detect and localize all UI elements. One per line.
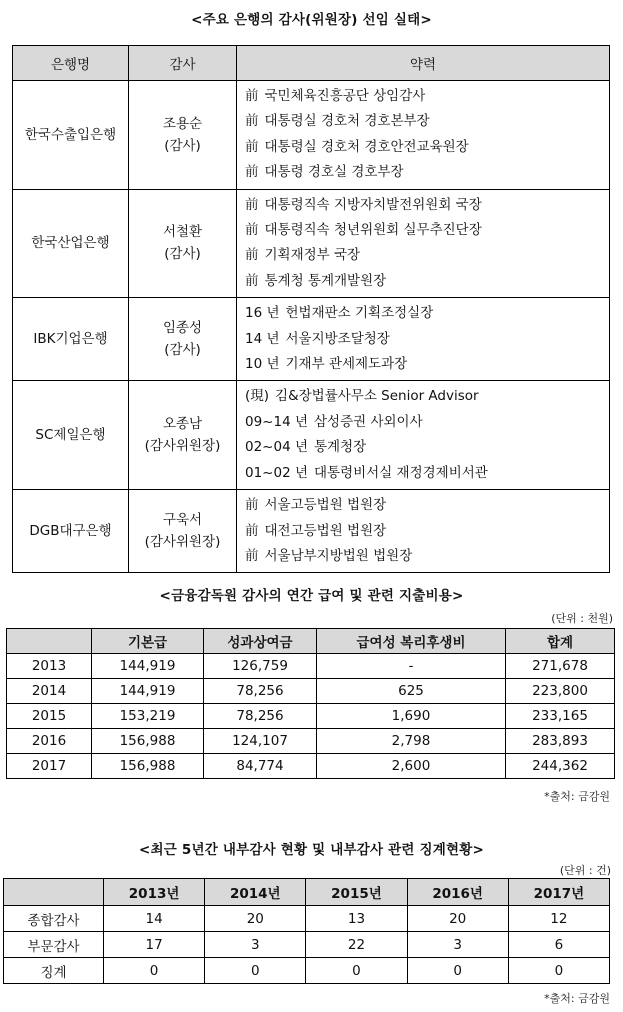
- career-line: [245, 352, 609, 377]
- career-text: 기재부 관세제도과장: [285, 356, 408, 373]
- auditor-cell: [129, 298, 237, 381]
- career-prefix: 前: [245, 222, 259, 239]
- header-auditor: 감사: [129, 46, 237, 81]
- career-prefix: 前: [245, 247, 259, 264]
- career-prefix: 前: [245, 547, 259, 564]
- auditor-cell: [129, 189, 237, 298]
- value-cell: 244,362: [506, 754, 615, 779]
- career-prefix: 前: [245, 164, 259, 181]
- bank-name-cell: DGB대구은행: [13, 490, 129, 573]
- auditor-role: (감사위원장): [144, 438, 221, 455]
- value-cell: 1,690: [317, 704, 506, 729]
- auditor-cell: [129, 81, 237, 190]
- column-header: 2017년: [508, 879, 609, 906]
- career-prefix: 16 년: [245, 305, 280, 322]
- career-line: [245, 109, 609, 134]
- table-header-row: [4, 879, 610, 906]
- career-line: [245, 269, 609, 294]
- career-line: [245, 519, 609, 544]
- career-text: 서울남부지방법원 법원장: [264, 547, 413, 564]
- auditor-role: (감사): [164, 137, 201, 154]
- row-label-cell: 2013: [7, 654, 92, 679]
- header-career: 약력: [237, 46, 610, 81]
- bank-name-cell: IBK기업은행: [13, 298, 129, 381]
- table-row: [7, 654, 615, 679]
- row-label-cell: 2015: [7, 704, 92, 729]
- table-row: [13, 490, 610, 573]
- career-prefix: 前: [245, 522, 259, 539]
- career-cell: [237, 189, 610, 298]
- value-cell: 144,919: [92, 654, 204, 679]
- career-text: 대통령실 경호처 경호본부장: [264, 113, 430, 130]
- auditor-name: 서철환: [162, 224, 203, 241]
- value-cell: 78,256: [204, 679, 317, 704]
- table2-unit: (단위 : 천원): [551, 612, 613, 625]
- value-cell: 0: [407, 958, 508, 984]
- auditor-appointment-table: [12, 45, 610, 573]
- career-prefix: 14 년: [245, 330, 280, 347]
- value-cell: 6: [508, 932, 609, 958]
- table2-title: <금융감독원 감사의 연간 급여 및 관련 지출비용>: [159, 588, 464, 604]
- career-text: 대전고등법원 법원장: [264, 522, 387, 539]
- career-line: [245, 84, 609, 109]
- career-prefix: 前: [245, 138, 259, 155]
- internal-audit-table: [3, 878, 610, 984]
- career-line: [245, 243, 609, 268]
- career-text: 통계청장: [314, 439, 367, 456]
- column-header: 성과상여금: [204, 629, 317, 654]
- career-line: [245, 493, 609, 518]
- value-cell: 0: [104, 958, 205, 984]
- career-line: [245, 160, 609, 185]
- career-line: [245, 435, 609, 460]
- value-cell: 12: [508, 906, 609, 932]
- value-cell: 2,798: [317, 729, 506, 754]
- table-row: [7, 679, 615, 704]
- career-text: 기획재정부 국장: [264, 247, 361, 264]
- career-line: [245, 193, 609, 218]
- career-prefix: 09~14 년: [245, 413, 309, 430]
- career-line: [245, 410, 609, 435]
- table-row: [4, 958, 610, 984]
- career-line: [245, 327, 609, 352]
- auditor-name: 조용순: [162, 115, 203, 132]
- value-cell: 156,988: [92, 754, 204, 779]
- value-cell: 233,165: [506, 704, 615, 729]
- value-cell: 0: [508, 958, 609, 984]
- value-cell: 78,256: [204, 704, 317, 729]
- row-label-cell: 징계: [4, 958, 104, 984]
- value-cell: 625: [317, 679, 506, 704]
- column-header: 2014년: [205, 879, 306, 906]
- row-label-cell: 2017: [7, 754, 92, 779]
- career-prefix: 前: [245, 272, 259, 289]
- salary-table: [6, 628, 615, 779]
- header-bank: 은행명: [13, 46, 129, 81]
- value-cell: -: [317, 654, 506, 679]
- career-cell: [237, 298, 610, 381]
- auditor-role: (감사): [164, 342, 201, 359]
- career-text: 대통령실 경호처 경호안전교육원장: [264, 138, 469, 155]
- value-cell: 17: [104, 932, 205, 958]
- table-row: [4, 906, 610, 932]
- career-text: 대통령직속 청년위원회 실무추진단장: [264, 222, 482, 239]
- value-cell: 283,893: [506, 729, 615, 754]
- column-header: 합계: [506, 629, 615, 654]
- auditor-cell: [129, 490, 237, 573]
- career-line: [245, 218, 609, 243]
- career-text: 대통령비서실 재정경제비서관: [314, 464, 488, 481]
- table-row: [7, 754, 615, 779]
- value-cell: 20: [205, 906, 306, 932]
- table-row: [7, 704, 615, 729]
- value-cell: 223,800: [506, 679, 615, 704]
- row-label-cell: 2014: [7, 679, 92, 704]
- career-text: 서울지방조달청장: [285, 330, 390, 347]
- header-corner: [7, 629, 92, 654]
- table3-source: *출처: 금감원: [544, 992, 610, 1005]
- auditor-cell: [129, 381, 237, 490]
- bank-name-cell: 한국수출입은행: [13, 81, 129, 190]
- value-cell: 156,988: [92, 729, 204, 754]
- career-line: [245, 135, 609, 160]
- bank-name-cell: 한국산업은행: [13, 189, 129, 298]
- career-prefix: 02~04 년: [245, 439, 309, 456]
- table-row: [13, 189, 610, 298]
- row-label-cell: 부문감사: [4, 932, 104, 958]
- auditor-name: 오종남: [162, 416, 203, 433]
- career-text: 헌법재판소 기획조정실장: [285, 305, 434, 322]
- auditor-role: (감사): [164, 246, 201, 263]
- table2-source: *출처: 금감원: [544, 790, 610, 803]
- value-cell: 124,107: [204, 729, 317, 754]
- career-cell: [237, 381, 610, 490]
- column-header: 2016년: [407, 879, 508, 906]
- value-cell: 3: [407, 932, 508, 958]
- career-text: 대통령직속 지방자치발전위원회 국장: [264, 196, 482, 213]
- value-cell: 22: [306, 932, 407, 958]
- career-prefix: 前: [245, 113, 259, 130]
- table1-title: <주요 은행의 감사(위원장) 선임 실태>: [191, 12, 432, 28]
- column-header: 급여성 복리후생비: [317, 629, 506, 654]
- career-line: [245, 384, 609, 409]
- career-text: 삼성증권 사외이사: [314, 413, 423, 430]
- value-cell: 153,219: [92, 704, 204, 729]
- value-cell: 84,774: [204, 754, 317, 779]
- value-cell: 2,600: [317, 754, 506, 779]
- career-cell: [237, 81, 610, 190]
- auditor-role: (감사위원장): [144, 534, 221, 551]
- table-header-row: [7, 629, 615, 654]
- career-text: 국민체육진흥공단 상임감사: [264, 88, 426, 104]
- career-prefix: 前: [245, 196, 259, 213]
- table-header-row: [13, 46, 610, 81]
- career-line: [245, 544, 609, 569]
- value-cell: 126,759: [204, 654, 317, 679]
- career-text: 대통령 경호실 경호부장: [264, 164, 404, 181]
- value-cell: 3: [205, 932, 306, 958]
- table-row: [13, 81, 610, 190]
- column-header: 2013년: [104, 879, 205, 906]
- value-cell: 14: [104, 906, 205, 932]
- career-text: 김&장법률사무소 Senior Advisor: [275, 388, 479, 405]
- career-line: [245, 301, 609, 326]
- career-line: [245, 461, 609, 486]
- auditor-name: 구욱서: [162, 512, 203, 529]
- career-cell: [237, 490, 610, 573]
- table-row: [13, 381, 610, 490]
- column-header: 2015년: [306, 879, 407, 906]
- value-cell: 13: [306, 906, 407, 932]
- career-prefix: 前: [245, 497, 259, 514]
- career-prefix: 前: [245, 88, 259, 104]
- table-row: [4, 932, 610, 958]
- table-row: [7, 729, 615, 754]
- row-label-cell: 종합감사: [4, 906, 104, 932]
- table3-title: <최근 5년간 내부감사 현황 및 내부감사 관련 징계현황>: [139, 842, 484, 858]
- career-prefix: (現): [245, 388, 270, 405]
- career-prefix: 01~02 년: [245, 464, 309, 481]
- career-prefix: 10 년: [245, 356, 280, 373]
- table3-unit: (단위 : 건): [559, 864, 611, 877]
- value-cell: 0: [306, 958, 407, 984]
- value-cell: 271,678: [506, 654, 615, 679]
- value-cell: 0: [205, 958, 306, 984]
- value-cell: 20: [407, 906, 508, 932]
- row-label-cell: 2016: [7, 729, 92, 754]
- career-text: 통계청 통계개발원장: [264, 272, 387, 289]
- bank-name-cell: SC제일은행: [13, 381, 129, 490]
- table-row: [13, 298, 610, 381]
- header-corner: [4, 879, 104, 906]
- career-text: 서울고등법원 법원장: [264, 497, 387, 514]
- value-cell: 144,919: [92, 679, 204, 704]
- auditor-name: 임종성: [162, 320, 203, 337]
- column-header: 기본급: [92, 629, 204, 654]
